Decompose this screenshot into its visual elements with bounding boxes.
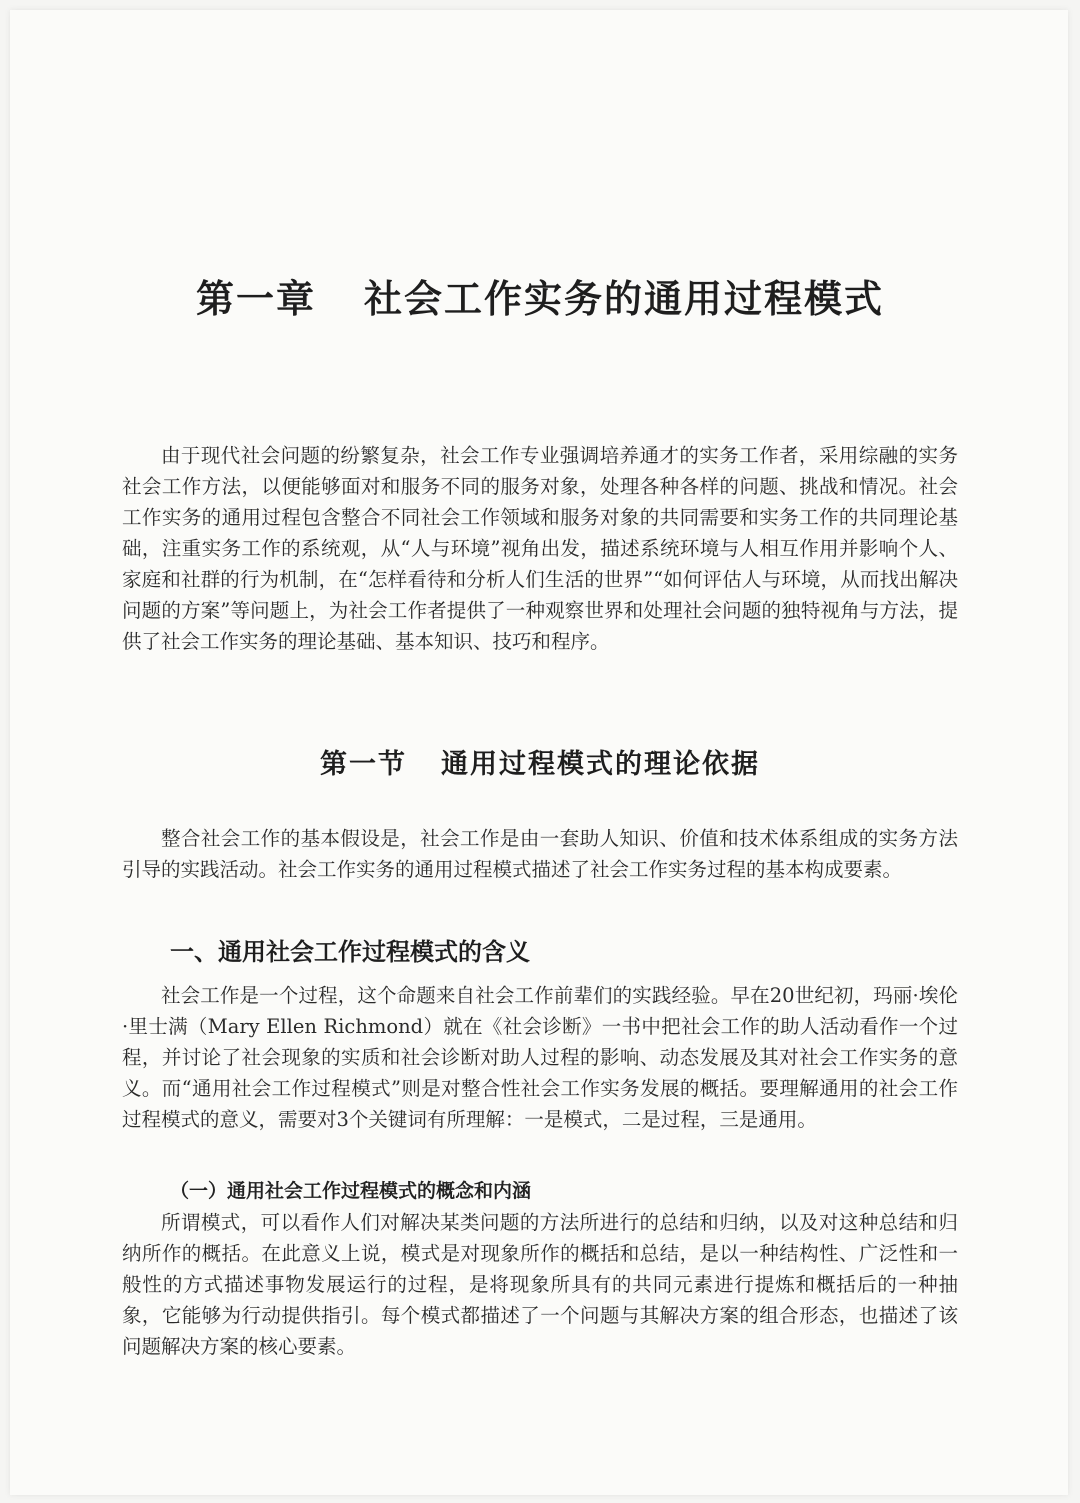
book-page [10, 10, 1068, 1495]
section-intro-paragraph: 整合社会工作的基本假设是，社会工作是由一套助人知识、价值和技术体系组成的实务方法引导的实践活动。社会工作实务的通用过程模式描述了社会工作实务过程的基本构成要素。 [122, 827, 958, 881]
subsection-heading: 一、通用社会工作过程模式的含义 [170, 938, 530, 966]
sub-subsection-heading: （一）通用社会工作过程模式的概念和内涵 [170, 1180, 532, 1202]
section-label: 第一节 [320, 749, 407, 780]
sub-subsection-block [122, 1207, 958, 1362]
chapter-title [122, 268, 958, 323]
chapter-name: 社会工作实务的通用过程模式 [364, 277, 885, 321]
subsection-paragraph: 社会工作是一个过程，这个命题来自社会工作前辈们的实践经验。早在20世纪初，玛丽·埃伦·里士满（Mary Ellen Richmond）就在《社会诊断》一书中把社会工作的助人活动看作一个过程，并讨论了社会现象的实质和社会诊断对助人过程的影响、动态发展及其对社会工作实务的意义。而“通用社会工作过程模式”则是对整合性社会工作实务发展的概括。要理解通用的社会工作过程模式的意义，需要对3个关键词有所理解：一是模式，二是过程，三是通用。 [122, 984, 958, 1131]
intro-block [122, 440, 958, 657]
section-title [122, 742, 958, 781]
subsection-block [122, 980, 958, 1135]
intro-paragraph: 由于现代社会问题的纷繁复杂，社会工作专业强调培养通才的实务工作者，采用综融的实务社会工作方法，以便能够面对和服务不同的服务对象，处理各种各样的问题、挑战和情况。社会工作实务的通用过程包含整合不同社会工作领域和服务对象的共同需要和实务工作的共同理论基础，注重实务工作的系统观，从“人与环境”视角出发，描述系统环境与人相互作用并影响个人、家庭和社群的行为机制，在“怎样看待和分析人们生活的世界”“如何评估人与环境，从而找出解决问题的方案”等问题上，为社会工作者提供了一种观察世界和处理社会问题的独特视角与方法，提供了社会工作实务的理论基础、基本知识、技巧和程序。 [122, 444, 958, 653]
sub-subsection-paragraph: 所谓模式，可以看作人们对解决某类问题的方法所进行的总结和归纳，以及对这种总结和归纳所作的概括。在此意义上说，模式是对现象所作的概括和总结，是以一种结构性、广泛性和一般性的方式描述事物发展运行的过程，是将现象所具有的共同元素进行提炼和概括后的一种抽象，它能够为行动提供指引。每个模式都描述了一个问题与其解决方案的组合形态，也描述了该问题解决方案的核心要素。 [122, 1211, 958, 1358]
section-name: 通用过程模式的理论依据 [441, 749, 760, 780]
chapter-label: 第一章 [195, 277, 316, 321]
section-intro-block [122, 823, 958, 885]
